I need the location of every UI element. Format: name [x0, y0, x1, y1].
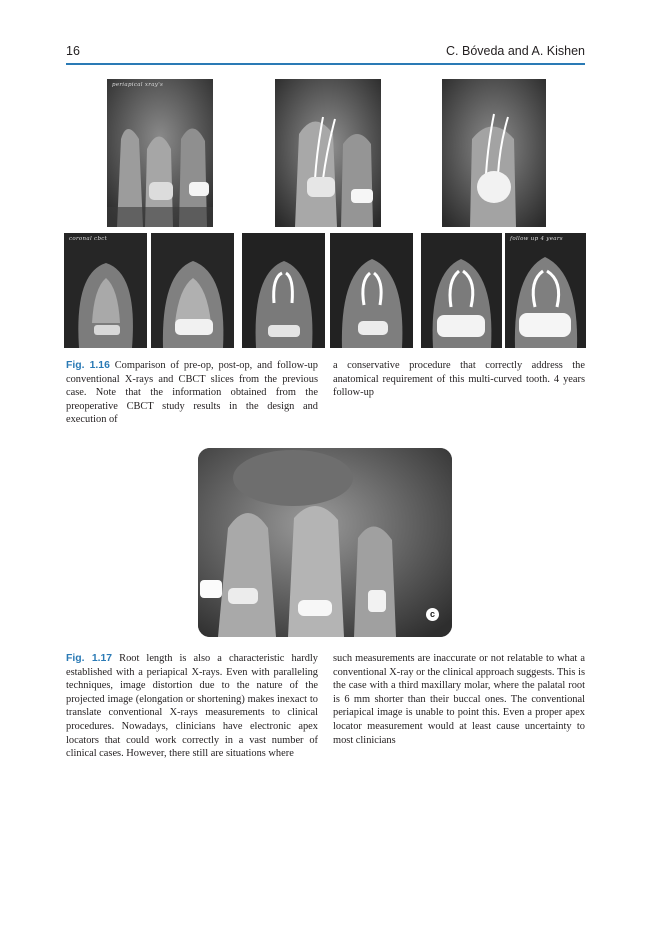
figure-1-17-caption-col1: [66, 652, 318, 761]
figure-1-17-caption-col2: [333, 652, 585, 747]
figure-1-16-caption-text-1: Comparison of pre-op, post-op, and follow-up conventional X-rays and CBCT slices from the previous case. Note that the information obtained from the preoperative CBCT study results in the design and execution of: [66, 360, 318, 426]
figure-1-16-caption-col1: [66, 359, 318, 427]
cbct-slice-followup-2: [505, 233, 586, 348]
periapical-xray-followup: [442, 79, 546, 227]
bottom-row-label-right: follow up 4 years: [510, 236, 563, 242]
cbct-slice-preop-2: [151, 233, 234, 348]
cbct-slice-postop-2: [330, 233, 413, 348]
figure-1-17-caption-text-2: such measurements are inaccurate or not relatable to what a conventional X-ray or the clinical approach suggests. This is the case with a third maxillary molar, where the palatal root is 6 mm shorter than their buccal ones. The conventional periapical image is unable to point this. Even a proper apex locator measurement would at least cause uncertainty to most clinicians: [333, 653, 585, 746]
bottom-row-label-left: coronal cbct: [69, 236, 108, 242]
figure-1-17-label: Fig. 1.17: [66, 653, 113, 664]
page-number: 16: [66, 44, 80, 58]
periapical-xray-postop: [275, 79, 381, 227]
cbct-slice-preop-1: [64, 233, 147, 348]
cbct-slice-followup-1: [421, 233, 502, 348]
periapical-xray-preop: [107, 79, 213, 227]
header-rule: [66, 63, 585, 65]
figure-1-17-xray: [198, 448, 452, 637]
copyright-symbol: c: [426, 608, 439, 621]
running-head-authors: C. Bóveda and A. Kishen: [446, 44, 585, 58]
figure-1-16-caption-col2: [333, 359, 585, 400]
running-header: [66, 44, 585, 62]
figure-1-16-caption-text-2: a conservative procedure that correctly address the anatomical requirement of this multi-curved tooth. 4 years follow-up: [333, 360, 585, 399]
cbct-slice-postop-1: [242, 233, 325, 348]
top-row-label: periapical xray's: [112, 82, 164, 88]
figure-1-17-caption-text-1: Root length is also a characteristic hardly established with a periapical X-rays. Even with paralleling techniques, image distortion due to the nature of the projected image (elongation or shortening) makes inexact to translate conventional X-rays measurements to clinical procedures. Nowadays, clinicians have electronic apex locators that could work correctly in a vast number of clinical cases. However, there still are situations where: [66, 653, 318, 760]
figure-1-16-label: Fig. 1.16: [66, 360, 110, 371]
